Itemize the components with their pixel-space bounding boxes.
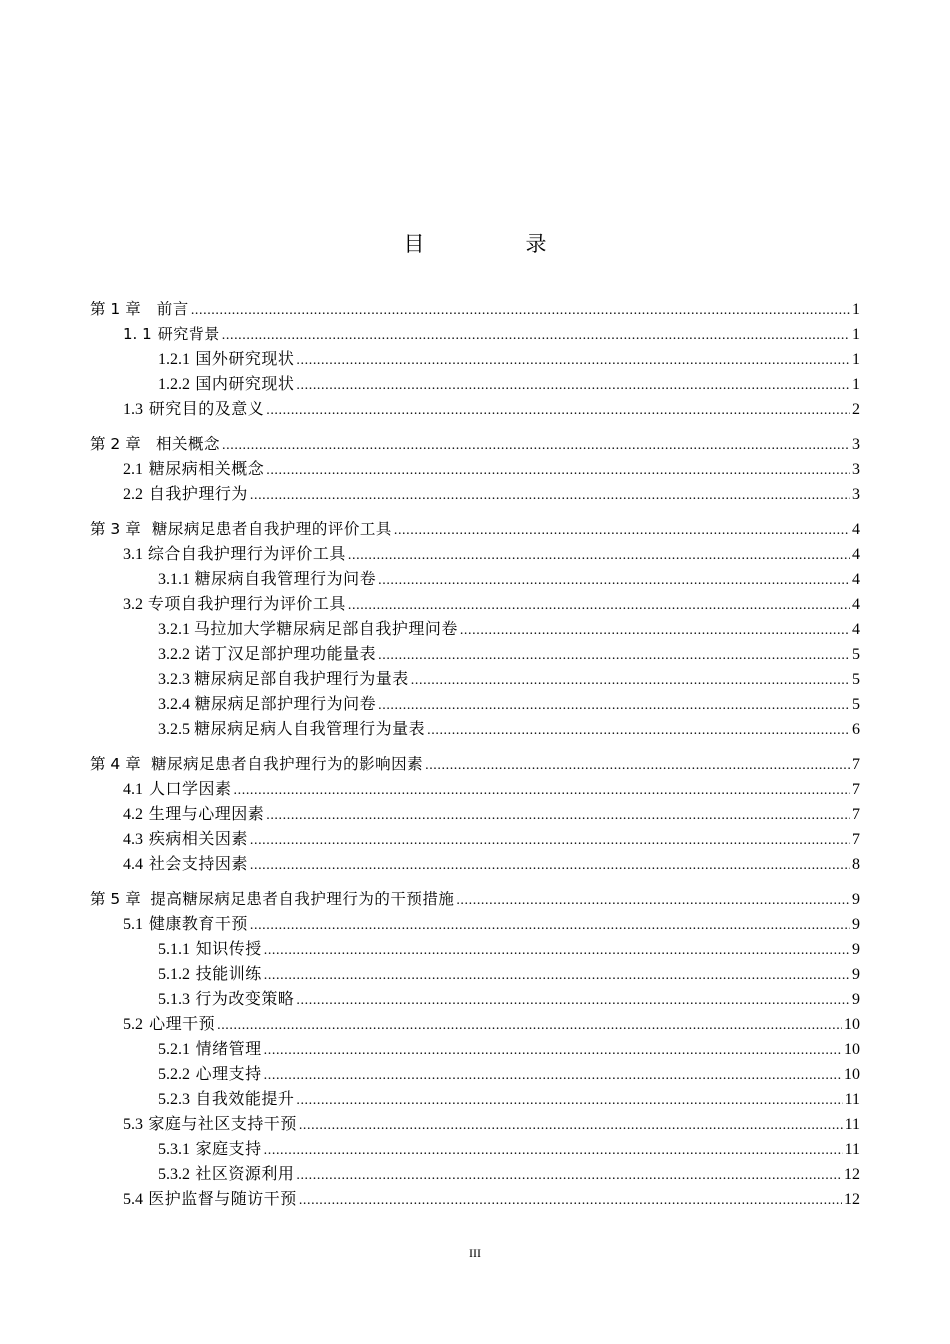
toc-entry-page-number: 7 xyxy=(852,781,860,798)
toc-entry-label: 生理与心理因素 xyxy=(148,806,265,823)
toc-entry-label: 行为改变策略 xyxy=(195,991,295,1008)
toc-dot-leader xyxy=(427,718,850,742)
toc-subsection-entry[interactable] xyxy=(90,692,860,717)
toc-entry-label: 疾病相关因素 xyxy=(148,831,248,848)
toc-subsection-entry[interactable] xyxy=(90,1062,860,1087)
toc-dot-leader xyxy=(425,753,850,777)
toc-entry-label: 情绪管理 xyxy=(195,1041,262,1058)
toc-entry-label: 自我护理行为 xyxy=(148,486,248,503)
toc-entry-number: 2.2 xyxy=(123,486,143,503)
toc-section-entry[interactable] xyxy=(90,482,860,507)
toc-entry-number: 5.1.2 xyxy=(158,966,190,983)
toc-section-entry[interactable] xyxy=(90,827,860,852)
toc-entry-page-number: 4 xyxy=(852,571,860,588)
toc-subsection-entry[interactable] xyxy=(90,1137,860,1162)
toc-entry-number: 1.3 xyxy=(123,401,143,418)
toc-entry-page-number: 1 xyxy=(852,376,860,393)
toc-entry-page-number: 3 xyxy=(852,486,860,503)
toc-chapter-entry[interactable] xyxy=(90,297,860,322)
toc-entry-page-number: 4 xyxy=(852,621,860,638)
toc-chapter-entry[interactable] xyxy=(90,432,860,457)
toc-section-entry[interactable] xyxy=(90,852,860,877)
toc-entry-page-number: 10 xyxy=(844,1066,860,1083)
toc-entry-number: 3.1.1 xyxy=(158,571,190,588)
toc-subsection-entry[interactable] xyxy=(90,567,860,592)
toc-entry-page-number: 9 xyxy=(852,991,860,1008)
toc-dot-leader xyxy=(250,828,850,852)
toc-entry-page-number: 7 xyxy=(852,806,860,823)
toc-entry-number: 5.3.2 xyxy=(158,1166,190,1183)
toc-entry-number: 5.1 xyxy=(123,916,143,933)
toc-dot-leader xyxy=(250,913,850,937)
toc-entry-number: 3.2.2 xyxy=(158,646,190,663)
toc-entry-label: 研究背景 xyxy=(157,325,220,343)
toc-entry-page-number: 2 xyxy=(852,401,860,418)
toc-dot-leader xyxy=(191,298,850,322)
toc-subsection-entry[interactable] xyxy=(90,372,860,397)
toc-dot-leader xyxy=(394,518,850,542)
toc-dot-leader xyxy=(264,1138,843,1162)
toc-section-entry[interactable] xyxy=(90,1187,860,1212)
toc-entry-label: 综合自我护理行为评价工具 xyxy=(147,546,346,563)
toc-entry-number: 第 5 章 xyxy=(90,890,141,908)
toc-entry-label: 前言 xyxy=(156,300,189,318)
toc-dot-leader xyxy=(456,888,850,912)
toc-entry-number: 第 1 章 xyxy=(90,300,141,318)
toc-entry-page-number: 4 xyxy=(852,521,860,538)
toc-dot-leader xyxy=(460,618,850,642)
toc-entry-number: 1.2.1 xyxy=(158,351,190,368)
toc-section-entry[interactable] xyxy=(90,802,860,827)
toc-dot-leader xyxy=(411,668,850,692)
toc-entry-label: 糖尿病相关概念 xyxy=(148,461,265,478)
toc-entry-label: 健康教育干预 xyxy=(148,916,248,933)
toc-subsection-entry[interactable] xyxy=(90,1037,860,1062)
toc-section-entry[interactable] xyxy=(90,542,860,567)
toc-entry-page-number: 9 xyxy=(852,941,860,958)
toc-section-entry[interactable] xyxy=(90,1012,860,1037)
toc-dot-leader xyxy=(266,458,850,482)
toc-subsection-entry[interactable] xyxy=(90,642,860,667)
toc-entry-number: 3.2.5 xyxy=(158,721,190,738)
toc-entry-number: 5.3 xyxy=(123,1116,143,1133)
toc-section-entry[interactable] xyxy=(90,457,860,482)
toc-dot-leader xyxy=(296,348,850,372)
toc-entry-number: 第 3 章 xyxy=(90,520,141,538)
toc-entry-number: 5.1.3 xyxy=(158,991,190,1008)
toc-dot-leader xyxy=(234,778,850,802)
toc-entry-number: 5.2.3 xyxy=(158,1091,190,1108)
toc-subsection-entry[interactable] xyxy=(90,617,860,642)
toc-entry-number: 5.4 xyxy=(123,1191,143,1208)
toc-entry-number: 3.2.4 xyxy=(158,696,190,713)
toc-entry-page-number: 8 xyxy=(852,856,860,873)
toc-entry-number: 4.3 xyxy=(123,831,143,848)
toc-subsection-entry[interactable] xyxy=(90,1162,860,1187)
toc-subsection-entry[interactable] xyxy=(90,347,860,372)
page-title: 目 录 xyxy=(403,232,587,256)
toc-dot-leader xyxy=(222,433,850,457)
toc-subsection-entry[interactable] xyxy=(90,962,860,987)
toc-entry-number: 3.2.1 xyxy=(158,621,190,638)
toc-entry-number: 1.2.2 xyxy=(158,376,190,393)
toc-entry-page-number: 5 xyxy=(852,646,860,663)
toc-entry-number: 4.4 xyxy=(123,856,143,873)
toc-section-entry[interactable] xyxy=(90,1112,860,1137)
toc-entry-number: 4.2 xyxy=(123,806,143,823)
toc-entry-label: 糖尿病足部自我护理行为量表 xyxy=(194,671,409,688)
toc-dot-leader xyxy=(264,938,850,962)
toc-entry-page-number: 11 xyxy=(844,1091,860,1108)
toc-entry-page-number: 10 xyxy=(844,1016,860,1033)
toc-entry-label: 相关概念 xyxy=(156,435,221,453)
toc-entry-number: 5.2.2 xyxy=(158,1066,190,1083)
toc-entry-label: 马拉加大学糖尿病足部自我护理问卷 xyxy=(193,621,458,638)
toc-entry-page-number: 11 xyxy=(844,1141,860,1158)
toc-chapter-entry[interactable] xyxy=(90,752,860,777)
toc-entry-label: 诺丁汉足部护理功能量表 xyxy=(194,646,377,663)
toc-entry-label: 人口学因素 xyxy=(149,781,232,798)
toc-dot-leader xyxy=(222,323,850,347)
toc-chapter-entry[interactable] xyxy=(90,887,860,912)
toc-section-entry[interactable] xyxy=(90,777,860,802)
toc-subsection-entry[interactable] xyxy=(90,937,860,962)
toc-subsection-entry[interactable] xyxy=(90,987,860,1012)
toc-entry-label: 提高糖尿病足患者自我护理行为的干预措施 xyxy=(150,890,455,908)
toc-dot-leader xyxy=(264,963,850,987)
toc-entry-label: 国外研究现状 xyxy=(195,351,295,368)
toc-section-entry[interactable] xyxy=(90,912,860,937)
toc-dot-leader xyxy=(296,988,850,1012)
toc-dot-leader xyxy=(348,593,850,617)
toc-entry-label: 专项自我护理行为评价工具 xyxy=(147,596,346,613)
toc-dot-leader xyxy=(217,1013,842,1037)
toc-section-entry[interactable] xyxy=(90,397,860,422)
toc-entry-page-number: 12 xyxy=(844,1166,860,1183)
toc-entry-label: 国内研究现状 xyxy=(195,376,295,393)
toc-entry-label: 社会支持因素 xyxy=(148,856,248,873)
toc-dot-leader xyxy=(299,1188,842,1212)
toc-entry-page-number: 3 xyxy=(852,436,860,453)
toc-entry-number: 第 2 章 xyxy=(90,435,141,453)
toc-entry-label: 自我效能提升 xyxy=(195,1091,295,1108)
toc-subsection-entry[interactable] xyxy=(90,667,860,692)
toc-dot-leader xyxy=(296,373,850,397)
toc-entry-page-number: 5 xyxy=(852,696,860,713)
toc-chapter-entry[interactable] xyxy=(90,517,860,542)
toc-entry-label: 技能训练 xyxy=(195,966,262,983)
toc-dot-leader xyxy=(250,853,850,877)
toc-entry-page-number: 10 xyxy=(844,1041,860,1058)
toc-entry-label: 糖尿病足患者自我护理行为的影响因素 xyxy=(151,755,424,773)
toc-dot-leader xyxy=(378,568,850,592)
toc-entry-number: 4.1 xyxy=(123,781,143,798)
toc-entry-label: 医护监督与随访干预 xyxy=(148,1191,297,1208)
toc-entry-page-number: 1 xyxy=(852,351,860,368)
toc-entry-number: 2.1 xyxy=(123,461,143,478)
page-number-footer: III xyxy=(469,1246,481,1260)
toc-entry-label: 糖尿病足部护理行为问卷 xyxy=(194,696,377,713)
toc-entry-number: 3.2 xyxy=(123,596,143,613)
toc-entry-label: 糖尿病自我管理行为问卷 xyxy=(194,571,377,588)
toc-entry-number: 3.2.3 xyxy=(158,671,190,688)
toc-dot-leader xyxy=(296,1163,842,1187)
toc-entry-label: 糖尿病足病人自我管理行为量表 xyxy=(194,721,426,738)
toc-entry-number: 1. 1 xyxy=(123,325,152,343)
toc-entry-page-number: 7 xyxy=(852,756,860,773)
toc-entry-page-number: 9 xyxy=(851,891,860,908)
toc-entry-page-number: 9 xyxy=(852,916,860,933)
toc-entry-page-number: 5 xyxy=(852,671,860,688)
toc-entry-number: 第 4 章 xyxy=(90,755,141,773)
toc-dot-leader xyxy=(264,1038,842,1062)
toc-entry-number: 5.2 xyxy=(123,1016,143,1033)
toc-entry-page-number: 11 xyxy=(844,1116,860,1133)
toc-entry-label: 心理支持 xyxy=(195,1066,262,1083)
toc-entry-page-number: 4 xyxy=(852,546,860,563)
toc-entry-number: 5.1.1 xyxy=(158,941,190,958)
toc-subsection-entry[interactable] xyxy=(90,1087,860,1112)
toc-entry-page-number: 9 xyxy=(852,966,860,983)
toc-entry-label: 研究目的及意义 xyxy=(148,401,265,418)
toc-entry-number: 5.2.1 xyxy=(158,1041,190,1058)
toc-entry-label: 社区资源利用 xyxy=(195,1166,295,1183)
toc-entry-label: 心理干预 xyxy=(149,1016,216,1033)
toc-dot-leader xyxy=(296,1088,842,1112)
toc-entry-page-number: 12 xyxy=(844,1191,860,1208)
toc-dot-leader xyxy=(264,1063,842,1087)
toc-section-entry[interactable] xyxy=(90,322,860,347)
toc-entry-page-number: 7 xyxy=(852,831,860,848)
toc-entry-label: 家庭支持 xyxy=(195,1141,262,1158)
toc-dot-leader xyxy=(266,398,850,422)
toc-entry-page-number: 6 xyxy=(852,721,860,738)
toc-entry-page-number: 3 xyxy=(852,461,860,478)
toc-dot-leader xyxy=(348,543,850,567)
toc-entry-number: 5.3.1 xyxy=(158,1141,190,1158)
toc-entry-page-number: 4 xyxy=(852,596,860,613)
table-of-contents xyxy=(90,297,860,1212)
toc-dot-leader xyxy=(299,1113,843,1137)
toc-dot-leader xyxy=(378,693,850,717)
toc-entry-number: 3.1 xyxy=(123,546,143,563)
toc-dot-leader xyxy=(378,643,850,667)
toc-dot-leader xyxy=(250,483,850,507)
toc-entry-page-number: 1 xyxy=(852,301,860,318)
toc-entry-label: 糖尿病足患者自我护理的评价工具 xyxy=(151,520,392,538)
toc-dot-leader xyxy=(266,803,850,827)
toc-subsection-entry[interactable] xyxy=(90,717,860,742)
toc-section-entry[interactable] xyxy=(90,592,860,617)
toc-entry-label: 家庭与社区支持干预 xyxy=(148,1116,297,1133)
toc-entry-label: 知识传授 xyxy=(195,941,262,958)
toc-entry-page-number: 1 xyxy=(852,326,860,343)
